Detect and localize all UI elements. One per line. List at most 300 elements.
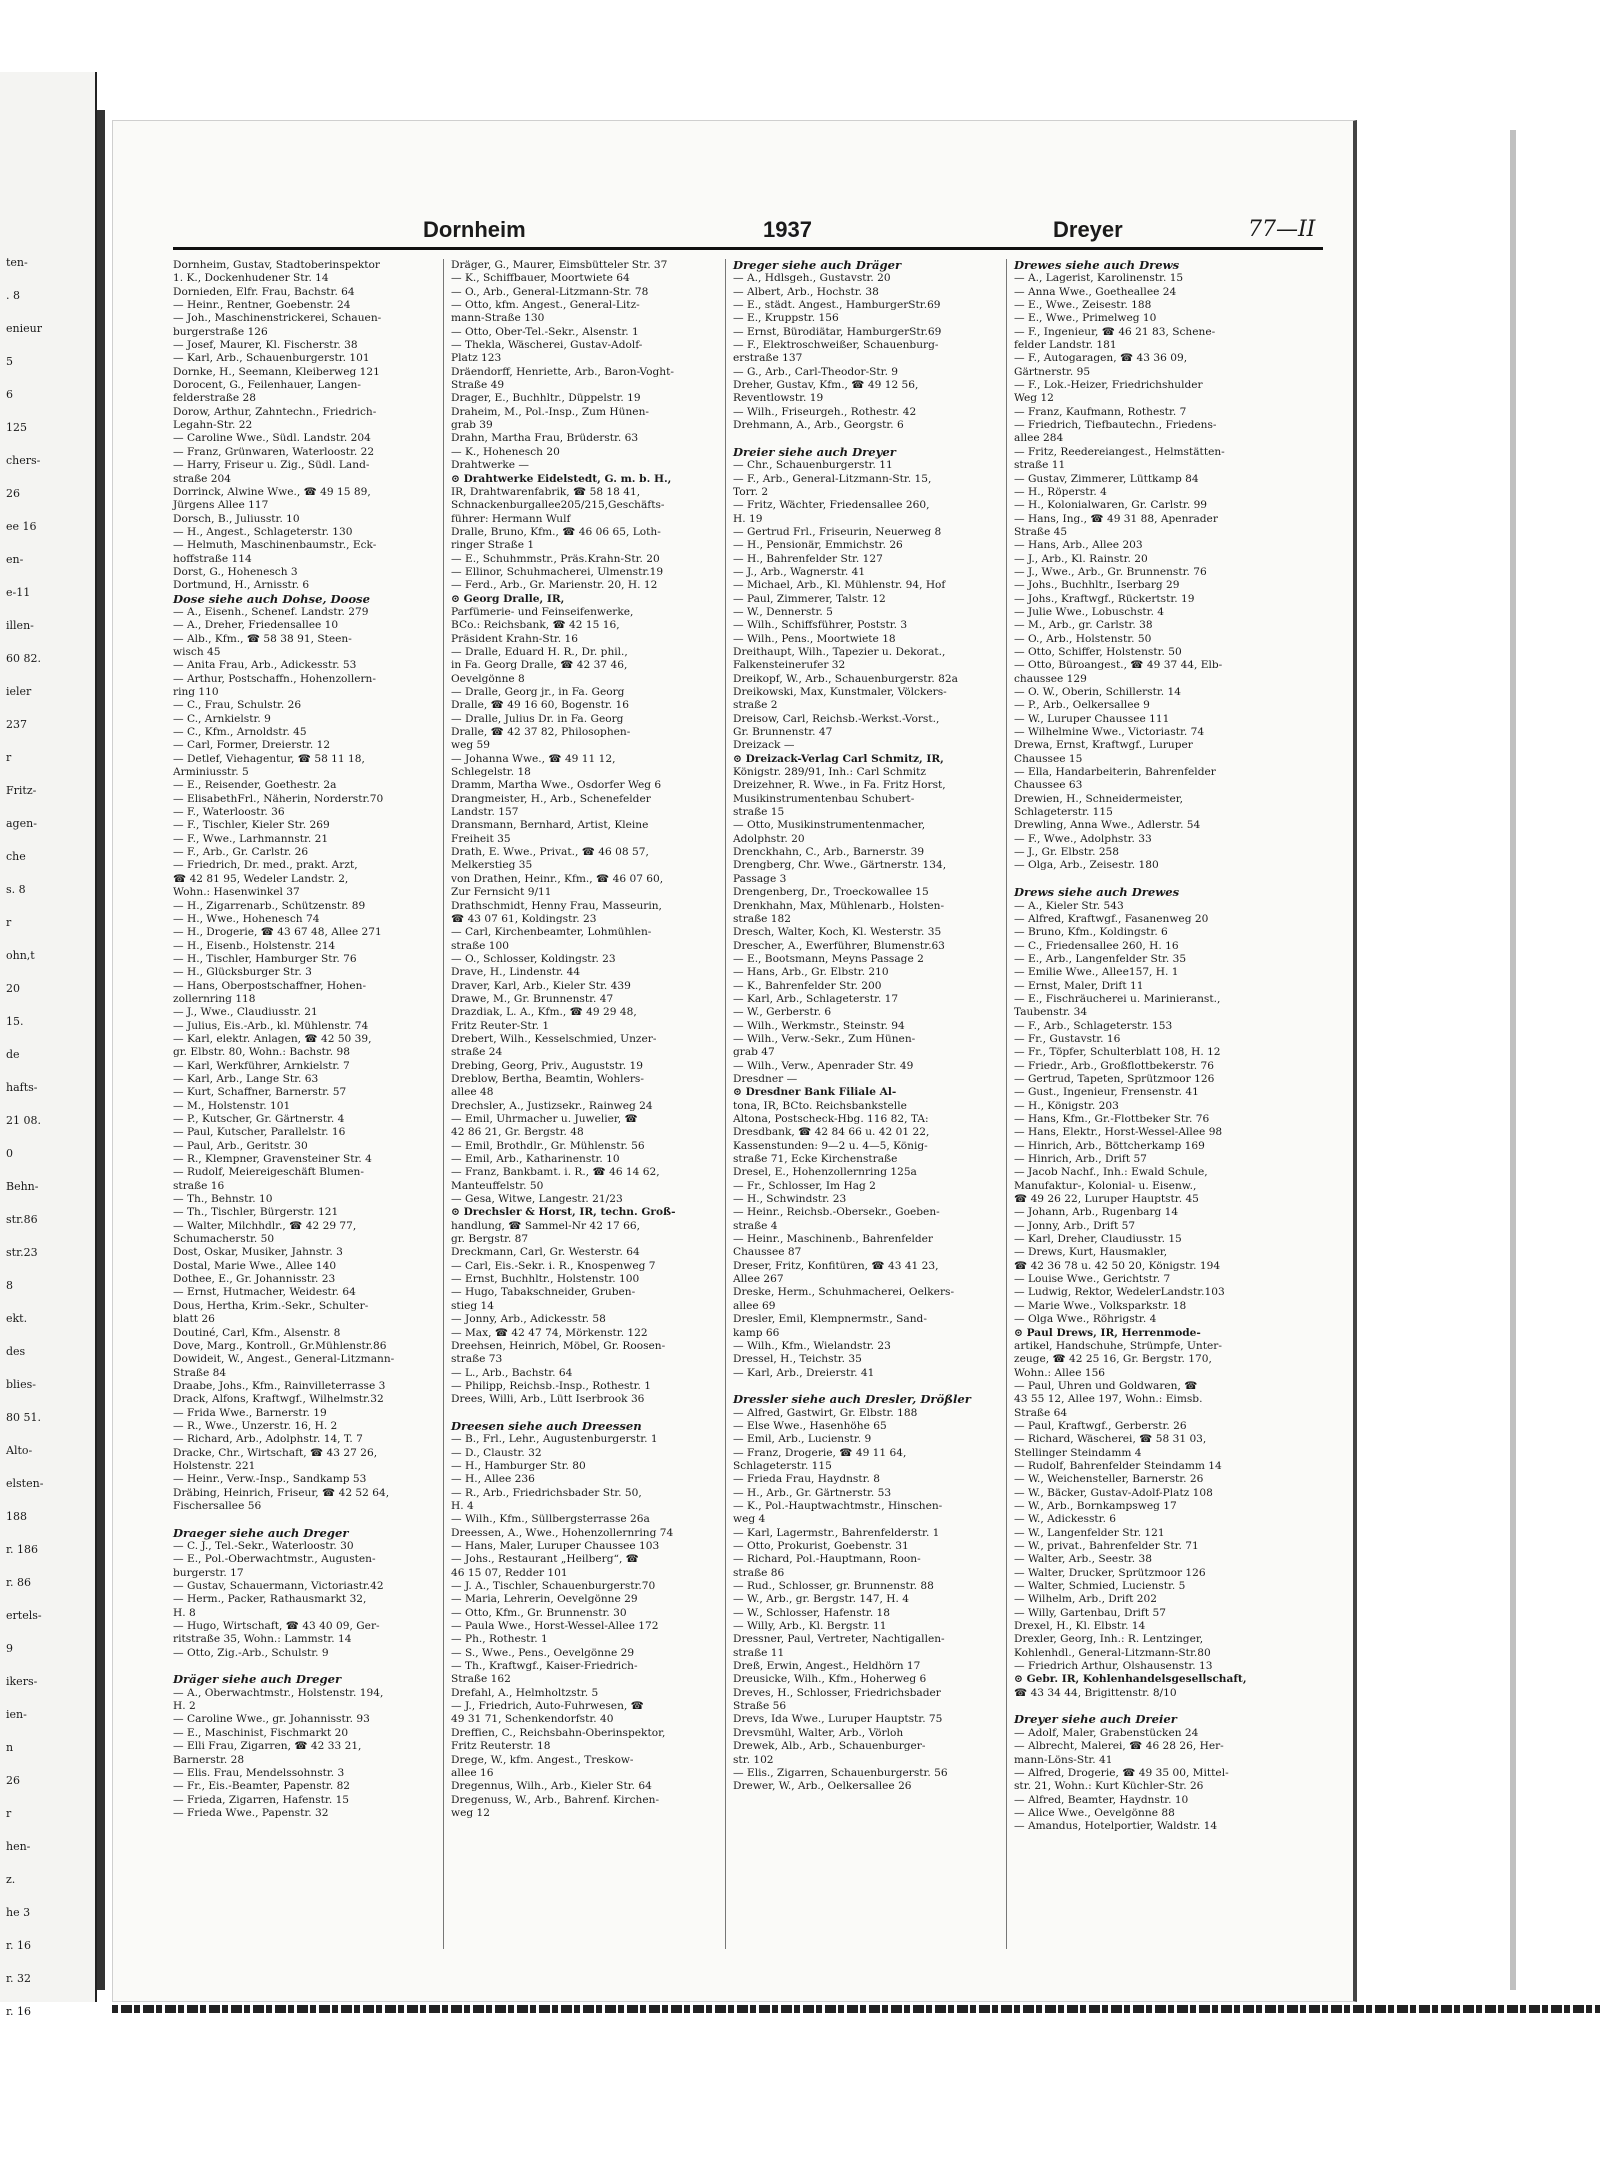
directory-line: ⊙ Paul Drews, IR, Herrenmode- (1014, 1326, 1201, 1339)
facing-page-fragment: hen- (6, 1840, 31, 1853)
directory-line: — J., Wwe., Arb., Gr. Brunnenstr. 76 (1014, 565, 1207, 578)
directory-line: — O. W., Oberin, Schillerstr. 14 (1014, 686, 1181, 698)
directory-line: Drahn, Martha Frau, Brüderstr. 63 (451, 432, 639, 445)
directory-line: — E., Wwe., Zeisestr. 188 (1014, 299, 1152, 312)
directory-line: Kassenstunden: 9—2 u. 4—5, König- (733, 1139, 928, 1152)
directory-line: — Hinrich, Arb., Böttcherkamp 169 (1014, 1139, 1205, 1152)
directory-line: Taubenstr. 34 (1014, 1006, 1088, 1019)
facing-page-fragment: ee 16 (6, 520, 37, 533)
directory-line: — E., Pol.-Oberwachtmstr., Augusten- (173, 1553, 376, 1566)
directory-line: Drack, Alfons, Kraftwgf., Wilhelmstr.32 (173, 1393, 384, 1406)
directory-line: — Friedrich, Dr. med., prakt. Arzt, (173, 859, 358, 872)
facing-page-fragment: ten- (6, 256, 28, 269)
facing-page-fragment: agen- (6, 817, 37, 830)
facing-page-fragment: 188 (6, 1510, 27, 1523)
directory-line: Dreithaupt, Wilh., Tapezier u. Dekorat., (733, 645, 946, 658)
directory-line: 42 86 21, Gr. Bergstr. 48 (451, 1126, 584, 1139)
directory-line: — Fritz, Wächter, Friedensallee 260, (733, 499, 930, 512)
directory-line: — Wilh., Friseurgeh., Rothestr. 42 (733, 405, 917, 418)
directory-line: grab 39 (451, 419, 493, 432)
directory-line: H. 8 (173, 1606, 196, 1619)
directory-line: — Michael, Arb., Kl. Mühlenstr. 94, Hof (733, 579, 946, 592)
directory-line: — Karl, Arb., Schauenburgerstr. 101 (173, 352, 370, 365)
page-header (173, 217, 1323, 250)
directory-line: Passage 3 (733, 872, 787, 885)
directory-line: — Albert, Arb., Hochstr. 38 (733, 285, 879, 298)
facing-page-fragment: n (6, 1741, 14, 1754)
directory-line: Chaussee 15 (1014, 752, 1083, 765)
directory-line: Drenckhahn, C., Arb., Barnerstr. 39 (733, 846, 925, 859)
directory-line: — Harry, Friseur u. Zig., Südl. Land- (173, 459, 370, 472)
directory-line: Straße 64 (1014, 1406, 1068, 1419)
directory-line: felderstraße 28 (173, 392, 256, 405)
directory-line: — R., Klempner, Gravensteiner Str. 4 (173, 1153, 372, 1166)
directory-line: — Fr., Eis.-Beamter, Papenstr. 82 (173, 1780, 351, 1793)
directory-line: — Frieda Frau, Haydnstr. 8 (733, 1473, 880, 1486)
directory-line: — J., Gr. Elbstr. 258 (1014, 846, 1120, 859)
directory-line: — Alfred, Drogerie, ☎ 49 35 00, Mittel- (1014, 1766, 1229, 1779)
facing-page-edge (0, 72, 97, 2018)
directory-line: Allee 267 (733, 1273, 784, 1286)
directory-line: — Herm., Packer, Rathausmarkt 32, (173, 1593, 367, 1606)
directory-line: — Paul, Zimmerer, Talstr. 12 (733, 592, 886, 605)
facing-page-fragment: elsten- (6, 1477, 44, 1490)
facing-page-fragment: Fritz- (6, 784, 37, 797)
directory-line (733, 1380, 995, 1393)
directory-line: — Hans, Maler, Luruper Chaussee 103 (451, 1540, 660, 1552)
directory-line: Dresdner — (733, 1072, 798, 1085)
directory-line (1014, 873, 1276, 886)
directory-line: — Paula Wwe., Horst-Wessel-Allee 172 (451, 1620, 659, 1633)
directory-line: Dresch, Walter, Koch, Kl. Westerstr. 35 (733, 926, 942, 939)
directory-line: Doutiné, Carl, Kfm., Alsenstr. 8 (173, 1326, 341, 1339)
directory-line: Drawe, M., Gr. Brunnenstr. 47 (451, 992, 614, 1005)
directory-line: — W., Dennerstr. 5 (733, 605, 833, 618)
directory-line: — C., Kfm., Arnoldstr. 45 (173, 726, 307, 739)
directory-line: — Fr., Gustavstr. 16 (1014, 1032, 1121, 1045)
directory-line: — F., Lok.-Heizer, Friedrichshulder (1014, 379, 1203, 392)
directory-line: — Alice Wwe., Oevelgönne 88 (1014, 1806, 1175, 1819)
directory-line: — H., Allee 236 (451, 1473, 535, 1486)
directory-line: — Wilh., Schiffsführer, Poststr. 3 (733, 619, 908, 632)
directory-line: — Friedrich, Tiefbautechn., Friedens- (1014, 419, 1217, 432)
directory-line: — K., Schiffbauer, Moortwiete 64 (451, 272, 630, 285)
directory-line: — Hans, Arb., Allee 203 (1014, 539, 1143, 552)
directory-line: — Gustav, Schauermann, Victoriastr.42 (173, 1580, 384, 1593)
directory-line: Draabe, Johs., Kfm., Rainvilleterrasse 3 (173, 1379, 386, 1392)
directory-line: — Karl, Werkführer, Arnkielstr. 7 (173, 1059, 350, 1072)
directory-line: Dreusicke, Wilh., Kfm., Hoherweg 6 (733, 1673, 927, 1686)
directory-line: str. 21, Wohn.: Kurt Küchler-Str. 26 (1014, 1780, 1204, 1793)
directory-line: ☎ 43 34 44, Brigittenstr. 8/10 (1014, 1686, 1177, 1699)
directory-line: — Marie Wwe., Volksparkstr. 18 (1014, 1299, 1187, 1312)
directory-line: — Alfred, Kraftwgf., Fasanenweg 20 (1014, 912, 1209, 925)
column-2 (451, 259, 713, 1949)
directory-line: — Franz, Grünwaren, Waterloostr. 22 (173, 445, 375, 458)
directory-line: — Louise Wwe., Gerichtstr. 7 (1014, 1273, 1171, 1286)
column-divider (725, 259, 726, 1949)
facing-page-fragment: str.23 (6, 1246, 38, 1259)
directory-line: — Hugo, Tabakschneider, Gruben- (451, 1286, 636, 1299)
facing-page-fragment: r. 86 (6, 1576, 32, 1589)
directory-line: Barnerstr. 28 (173, 1753, 245, 1766)
directory-line: — E., Schuhmmstr., Präs.Krahn-Str. 20 (451, 552, 660, 565)
directory-line: ☎ 42 81 95, Wedeler Landstr. 2, (173, 872, 349, 885)
facing-page-fragment: s. 8 (6, 883, 26, 896)
directory-line: Drazdiak, L. A., Kfm., ☎ 49 29 48, (451, 1006, 637, 1019)
directory-line: Dreesen siehe auch Dreessen (451, 1418, 642, 1433)
directory-line: straße 100 (451, 939, 510, 952)
directory-line: — Otto, Musikinstrumentenmacher, (733, 819, 926, 832)
directory-line: — Dralle, Georg jr., in Fa. Georg (451, 686, 625, 698)
directory-line: — Arthur, Postschaffn., Hohenzollern- (173, 672, 376, 685)
directory-line: Manufaktur-, Kolonial- u. Eisenw., (1014, 1179, 1197, 1192)
facing-page-fragment: ertels- (6, 1609, 42, 1622)
directory-line: — B., Frl., Lehr., Augustenburgerstr. 1 (451, 1433, 658, 1446)
directory-line: — M., Arb., gr. Carlstr. 38 (1014, 619, 1153, 632)
directory-line: Drexler, Georg, Inh.: R. Lentzinger, (1014, 1633, 1204, 1646)
directory-line: — Julius, Eis.-Arb., kl. Mühlenstr. 74 (173, 1019, 369, 1032)
directory-line: — Johanna Wwe., ☎ 49 11 12, (451, 752, 616, 765)
directory-line: — H., Hamburger Str. 80 (451, 1459, 586, 1472)
directory-line: — F., Autogaragen, ☎ 43 36 09, (1014, 352, 1188, 365)
directory-line: — Else Wwe., Hasenhöhe 65 (733, 1419, 887, 1432)
directory-line: — Helmuth, Maschinenbaumstr., Eck- (173, 539, 377, 552)
directory-line: — Heinr., Reichsb.-Obersekr., Goeben- (733, 1206, 940, 1219)
directory-line: weg 59 (451, 739, 490, 752)
facing-page-fragment: 0 (6, 1147, 13, 1160)
facing-page-fragment: 80 51. (6, 1411, 41, 1424)
directory-line: — W., Langenfelder Str. 121 (1014, 1526, 1165, 1539)
directory-line: — Heinr., Verw.-Insp., Sandkamp 53 (173, 1473, 367, 1486)
directory-line: allee 48 (451, 1086, 494, 1099)
directory-line: Fritz Reuter-Str. 1 (451, 1019, 550, 1032)
directory-line: Dresler, Emil, Klempnermstr., Sand- (733, 1313, 927, 1326)
directory-line: — H., Schwindstr. 23 (733, 1193, 847, 1206)
directory-line: — Bruno, Kfm., Koldingstr. 6 (1014, 926, 1168, 939)
directory-line: H. 2 (173, 1700, 196, 1713)
directory-line: Straße 162 (451, 1673, 511, 1686)
directory-line: Drevsmühl, Walter, Arb., Vörloh (733, 1726, 904, 1739)
directory-line: — Rudolf, Bahrenfelder Steindamm 14 (1014, 1459, 1222, 1472)
directory-line (173, 1513, 435, 1526)
directory-line: — Dralle, Julius Dr. in Fa. Georg (451, 712, 624, 725)
directory-line: ⊙ Drahtwerke Eidelstedt, G. m. b. H., (451, 472, 672, 485)
directory-line: — H., Tischler, Hamburger Str. 76 (173, 952, 357, 965)
directory-line: straße 4 (733, 1219, 778, 1232)
directory-line: Dous, Hertha, Krim.-Sekr., Schulter- (173, 1299, 369, 1312)
directory-line: Dresel, E., Hohenzollernring 125a (733, 1166, 917, 1179)
directory-line: — Johann, Arb., Rugenbarg 14 (1014, 1206, 1179, 1219)
directory-line: — Hans, Kfm., Gr.-Flottbeker Str. 76 (1014, 1113, 1210, 1125)
directory-line: — A., Eisenh., Schenef. Landstr. 279 (173, 605, 369, 618)
directory-line: — Willy, Arb., Kl. Bergstr. 11 (733, 1620, 887, 1633)
directory-line: — W., Schlosser, Hafenstr. 18 (733, 1606, 891, 1619)
directory-line: — D., Claustr. 32 (451, 1446, 542, 1459)
facing-page-fragment: ikers- (6, 1675, 38, 1688)
directory-line: — Drews, Kurt, Hausmakler, (1014, 1246, 1168, 1259)
directory-line: Straße 45 (1014, 525, 1068, 538)
directory-line: Parfümerie- und Feinseifenwerke, (451, 605, 634, 618)
facing-page-fragment: str.86 (6, 1213, 38, 1226)
directory-line: — Otto, Ober-Tel.-Sekr., Alsenstr. 1 (451, 325, 639, 338)
directory-line: ☎ 43 07 61, Koldingstr. 23 (451, 912, 597, 925)
directory-line: Drehmann, A., Arb., Georgstr. 6 (733, 419, 904, 432)
facing-page-fragment: 5 (6, 355, 13, 368)
directory-line: ⊙ Drechsler & Horst, IR, techn. Groß- (451, 1206, 676, 1219)
directory-line: — Richard, Wäscherei, ☎ 58 31 03, (1014, 1433, 1207, 1446)
directory-line: — W., Arb., Bornkampsweg 17 (1014, 1499, 1177, 1512)
directory-line: Drewien, H., Schneidermeister, (1014, 792, 1183, 805)
directory-line: mann-Straße 130 (451, 312, 545, 325)
directory-line: — Hans, Ing., ☎ 49 31 88, Apenrader (1014, 512, 1218, 525)
directory-line: — Adolf, Maler, Grabenstücken 24 (1014, 1726, 1199, 1739)
directory-line: — Chr., Schauenburgerstr. 11 (733, 459, 893, 472)
directory-line: — Emil, Brothdlr., Gr. Mühlenstr. 56 (451, 1139, 645, 1152)
directory-line: — Carl, Former, Dreierstr. 12 (173, 739, 331, 752)
facing-page-fragment: ieler (6, 685, 32, 698)
directory-line: Dose siehe auch Dohse, Doose (173, 591, 370, 606)
directory-line: mann-Löns-Str. 41 (1014, 1753, 1113, 1766)
directory-line: Dralle, ☎ 49 16 60, Bogenstr. 16 (451, 699, 629, 712)
directory-line: — Amandus, Hotelportier, Waldstr. 14 (1014, 1820, 1218, 1833)
directory-line: — Richard, Arb., Adolphstr. 14, T. 7 (173, 1433, 363, 1446)
directory-line: Dreske, Herm., Schuhmacherei, Oelkers- (733, 1286, 955, 1299)
directory-line: — Jacob Nachf., Inh.: Ewald Schule, (1014, 1166, 1208, 1179)
directory-line (733, 432, 995, 445)
directory-line: straße 86 (733, 1566, 785, 1579)
directory-line: Drath, E. Wwe., Privat., ☎ 46 08 57, (451, 846, 649, 859)
facing-page-fragment: 26 (6, 1774, 20, 1787)
directory-line: ⊙ Dreizack-Verlag Carl Schmitz, IR, (733, 752, 944, 765)
directory-line: — Wilh., Werkmstr., Steinstr. 94 (733, 1019, 905, 1032)
directory-line: — Franz, Drogerie, ☎ 49 11 64, (733, 1446, 907, 1459)
directory-line: — F., Arb., Schlageterstr. 153 (1014, 1019, 1173, 1032)
directory-line: burgerstraße 126 (173, 325, 268, 338)
directory-line: H. 4 (451, 1499, 474, 1512)
directory-line: Drahtwerke — (451, 459, 530, 472)
directory-line: — R., Wwe., Unzerstr. 16, H. 2 (173, 1419, 338, 1432)
directory-line: Drescher, A., Ewerführer, Blumenstr.63 (733, 939, 945, 952)
directory-line: Dothee, E., Gr. Johannisstr. 23 (173, 1273, 336, 1286)
directory-line: — Caroline Wwe., gr. Johannisstr. 93 (173, 1713, 370, 1726)
directory-line: — Johs., Kraftwgf., Rückertstr. 19 (1014, 592, 1195, 605)
directory-line: Dransmann, Bernhard, Artist, Kleine (451, 819, 649, 832)
directory-line: burgerstr. 17 (173, 1566, 244, 1579)
facing-page-fragment: 21 08. (6, 1114, 41, 1127)
directory-line: Dreß, Erwin, Angest., Heldhörn 17 (733, 1660, 921, 1673)
directory-line: Dreger siehe auch Dräger (733, 258, 902, 272)
directory-page (112, 120, 1357, 2002)
directory-line: Jürgens Allee 117 (173, 499, 269, 512)
directory-line: — F., Elektroschweißer, Schauenburg- (733, 339, 939, 352)
directory-line: — Karl, Arb., Dreierstr. 41 (733, 1366, 875, 1379)
directory-line: — Olga Wwe., Röhrigstr. 4 (1014, 1313, 1157, 1326)
facing-page-fragment: 8 (6, 1279, 13, 1292)
directory-line: Dortmund, H., Arnisstr. 6 (173, 579, 310, 592)
directory-line: — Maria, Lehrerin, Oevelgönne 29 (451, 1593, 638, 1606)
header-last-entry: Dreyer (1053, 217, 1123, 242)
directory-line: gr. Elbstr. 80, Wohn.: Bachstr. 98 (173, 1046, 351, 1059)
directory-line: — Gust., Ingenieur, Frensenstr. 41 (1014, 1086, 1199, 1099)
directory-line: Dressner, Paul, Vertreter, Nachtigallen- (733, 1633, 945, 1646)
directory-line: — Alfred, Beamter, Haydnstr. 10 (1014, 1793, 1189, 1806)
directory-line: Dresdbank, ☎ 42 84 66 u. 42 01 22, (733, 1126, 930, 1139)
directory-line: — K., Hohenesch 20 (451, 445, 560, 458)
directory-line: — W., Adickesstr. 6 (1014, 1513, 1117, 1526)
directory-line: kamp 66 (733, 1326, 780, 1339)
directory-line: Melkerstieg 35 (451, 859, 533, 872)
directory-line: Dorocent, G., Feilenhauer, Langen- (173, 379, 361, 392)
directory-line: — F., Waterloostr. 36 (173, 806, 285, 819)
directory-line: — Albrecht, Malerei, ☎ 46 28 26, Her- (1014, 1740, 1224, 1753)
directory-line: — Elis., Zigarren, Schauenburgerstr. 56 (733, 1766, 948, 1779)
directory-line: von Drathen, Heinr., Kfm., ☎ 46 07 60, (451, 872, 664, 885)
directory-line: — W., Weichensteller, Barnerstr. 26 (1014, 1473, 1204, 1486)
directory-line: — Franz, Kaufmann, Rothestr. 7 (1014, 405, 1187, 418)
directory-line: — Walter, Arb., Seestr. 38 (1014, 1553, 1152, 1566)
directory-line: Drewling, Anna Wwe., Adlerstr. 54 (1014, 819, 1201, 832)
directory-line: — Emil, Arb., Katharinenstr. 10 (451, 1153, 620, 1166)
directory-line: Musikinstrumentenbau Schubert- (733, 792, 915, 805)
directory-line: — Emil, Uhrmacher u. Juwelier, ☎ (451, 1113, 638, 1125)
directory-line: — L., Arb., Bachstr. 64 (451, 1366, 573, 1379)
directory-line: Drege, W., kfm. Angest., Treskow- (451, 1753, 634, 1766)
directory-line: Dreizack — (733, 739, 795, 752)
directory-line: — W., privat., Bahrenfelder Str. 71 (1014, 1540, 1199, 1552)
directory-line: Drewa, Ernst, Kraftwgf., Luruper (1014, 739, 1193, 752)
facing-page-fragment: 6 (6, 388, 13, 401)
directory-line: — W., Bäcker, Gustav-Adolf-Platz 108 (1014, 1486, 1213, 1499)
directory-line: stieg 14 (451, 1299, 494, 1312)
directory-line: — Frieda Wwe., Papenstr. 32 (173, 1806, 329, 1819)
directory-line: ⊙ Gebr. IR, Kohlenhandelsgesellschaft, (1014, 1673, 1247, 1686)
directory-line: — Frieda, Zigarren, Hafenstr. 15 (173, 1793, 350, 1806)
directory-line: Drewer, W., Arb., Oelkersallee 26 (733, 1780, 912, 1793)
directory-line: Gr. Brunnenstr. 47 (733, 726, 833, 739)
directory-line: Wohn.: Allee 156 (1014, 1366, 1106, 1379)
directory-line: — J., Arb., Wagnerstr. 41 (733, 565, 866, 578)
facing-page-fragment: che (6, 850, 26, 863)
directory-line: — F., Ingenieur, ☎ 46 21 83, Schene- (1014, 325, 1216, 338)
directory-line: felder Landstr. 181 (1014, 339, 1117, 352)
directory-line: Oevelgönne 8 (451, 672, 525, 685)
directory-line: — O., Arb., Holstenstr. 50 (1014, 632, 1152, 645)
directory-line: Dreyer siehe auch Dreier (1014, 1712, 1177, 1727)
page-edge-shadow (1510, 130, 1516, 1990)
directory-line: — Ludwig, Rektor, WedelerLandstr.103 (1014, 1286, 1225, 1299)
facing-page-fragment: 237 (6, 718, 27, 731)
directory-line: — A., Kieler Str. 543 (1014, 899, 1124, 912)
directory-line: — Otto, kfm. Angest., General-Litz- (451, 299, 640, 312)
directory-line: Holstenstr. 221 (173, 1459, 256, 1472)
directory-line: — Anna Wwe., Goetheallee 24 (1014, 285, 1177, 298)
directory-line: — Karl, elektr. Anlagen, ☎ 42 50 39, (173, 1032, 372, 1045)
facing-page-fragment: he 3 (6, 1906, 31, 1919)
directory-line: — Caroline Wwe., Südl. Landstr. 204 (173, 432, 371, 445)
directory-line: — Wilh., Pens., Moortwiete 18 (733, 632, 896, 645)
directory-line: — A., Lagerist, Karolinenstr. 15 (1014, 272, 1184, 285)
directory-line: Dressler siehe auch Dresler, Drößler (733, 1392, 971, 1407)
directory-line (173, 1660, 435, 1673)
directory-line: — E., Arb., Langenfelder Str. 35 (1014, 952, 1187, 965)
directory-line: — A., Dreher, Friedensallee 10 (173, 619, 339, 632)
directory-line: — H., Kolonialwaren, Gr. Carlstr. 99 (1014, 499, 1208, 512)
directory-line: Straße 56 (733, 1700, 787, 1713)
directory-line: Drathschmidt, Henny Frau, Masseurin, (451, 899, 662, 912)
directory-line: straße 15 (733, 806, 785, 819)
directory-line: Arminiusstr. 5 (173, 766, 249, 779)
directory-line: — H., Bahrenfelder Str. 127 (733, 552, 883, 565)
directory-line: Dreckmann, Carl, Gr. Westerstr. 64 (451, 1246, 640, 1259)
facing-page-fragment: r (6, 916, 12, 929)
directory-line: — Gertrud, Tapeten, Sprützmoor 126 (1014, 1072, 1215, 1085)
directory-line: Dornieden, Elfr. Frau, Bachstr. 64 (173, 285, 355, 298)
directory-line: Königstr. 289/91, Inh.: Carl Schmitz (733, 766, 926, 779)
directory-line: ⊙ Dresdner Bank Filiale Al- (733, 1086, 897, 1099)
directory-line: — O., Arb., General-Litzmann-Str. 78 (451, 285, 649, 298)
directory-line: — J., Wwe., Claudiusstr. 21 (173, 1006, 318, 1019)
directory-line: — R., Arb., Friedrichsbader Str. 50, (451, 1486, 642, 1499)
directory-line: ring 110 (173, 686, 219, 698)
column-4 (1014, 259, 1276, 1949)
directory-line: — Wilh., Kfm., Wielandstr. 23 (733, 1339, 891, 1352)
directory-line: — Wilh., Verw., Apenrader Str. 49 (733, 1059, 914, 1072)
directory-line: ritstraße 35, Wohn.: Lammstr. 14 (173, 1633, 352, 1646)
directory-line: — E., städt. Angest., HamburgerStr.69 (733, 299, 941, 312)
directory-line: — Julie Wwe., Lobuschstr. 4 (1014, 605, 1165, 618)
directory-line: — Gustav, Zimmerer, Lüttkamp 84 (1014, 472, 1199, 485)
directory-line: — P., Kutscher, Gr. Gärtnerstr. 4 (173, 1113, 345, 1125)
directory-line: — Walter, Milchhdlr., ☎ 42 29 77, (173, 1219, 357, 1232)
directory-line: 49 31 71, Schenkendorfstr. 40 (451, 1713, 614, 1726)
directory-line: Legahn-Str. 22 (173, 419, 253, 432)
directory-line: — J. A., Tischler, Schauenburgerstr.70 (451, 1580, 656, 1593)
directory-line: Dramm, Martha Wwe., Osdorfer Weg 6 (451, 779, 662, 792)
directory-line: — Gesa, Witwe, Langestr. 21/23 (451, 1193, 623, 1206)
directory-line: weg 4 (733, 1513, 766, 1526)
directory-line: Dreher, Gustav, Kfm., ☎ 49 12 56, (733, 379, 919, 392)
directory-line: chaussee 129 (1014, 672, 1087, 685)
directory-line: — Paul, Uhren und Goldwaren, ☎ (1014, 1379, 1198, 1392)
directory-line: — Detlef, Viehagentur, ☎ 58 11 18, (173, 752, 365, 765)
directory-line: — J., Arb., Kl. Rainstr. 20 (1014, 552, 1148, 565)
directory-line: 46 15 07, Redder 101 (451, 1566, 568, 1579)
directory-line: — P., Arb., Oelkersallee 9 (1014, 699, 1150, 712)
directory-line: — Paul, Arb., Geritstr. 30 (173, 1139, 308, 1152)
directory-line: Dräger siehe auch Dreger (173, 1672, 342, 1687)
facing-page-fragment: Alto- (6, 1444, 33, 1457)
directory-line: Drexel, H., Kl. Elbstr. 14 (1014, 1620, 1146, 1633)
facing-page-fragment: en- (6, 553, 24, 566)
directory-line: Dreser, Fritz, Konfitüren, ☎ 43 41 23, (733, 1259, 939, 1272)
facing-page-fragment: 125 (6, 421, 27, 434)
directory-line: Draeger siehe auch Dreger (173, 1525, 349, 1540)
directory-line: grab 47 (733, 1046, 775, 1059)
directory-line: — Hinrich, Arb., Drift 57 (1014, 1153, 1147, 1166)
directory-line: ☎ 49 26 22, Luruper Hauptstr. 45 (1014, 1193, 1199, 1206)
directory-line: — Alb., Kfm., ☎ 58 38 91, Steen- (173, 632, 352, 645)
directory-line: straße 11 (1014, 459, 1066, 472)
facing-page-fragment: r. 16 (6, 1939, 32, 1952)
directory-line: Freiheit 35 (451, 832, 511, 845)
facing-page-fragment: chers- (6, 454, 41, 467)
directory-line: — H., Pensionär, Emmichstr. 26 (733, 539, 903, 552)
directory-line: Drefahl, A., Helmholtzstr. 5 (451, 1686, 599, 1699)
directory-line: tona, IR, BCto. Reichsbankstelle (733, 1099, 907, 1112)
directory-line: Dowideit, W., Angest., General-Litzmann- (173, 1353, 395, 1366)
directory-line: — H., Königstr. 203 (1014, 1099, 1119, 1112)
